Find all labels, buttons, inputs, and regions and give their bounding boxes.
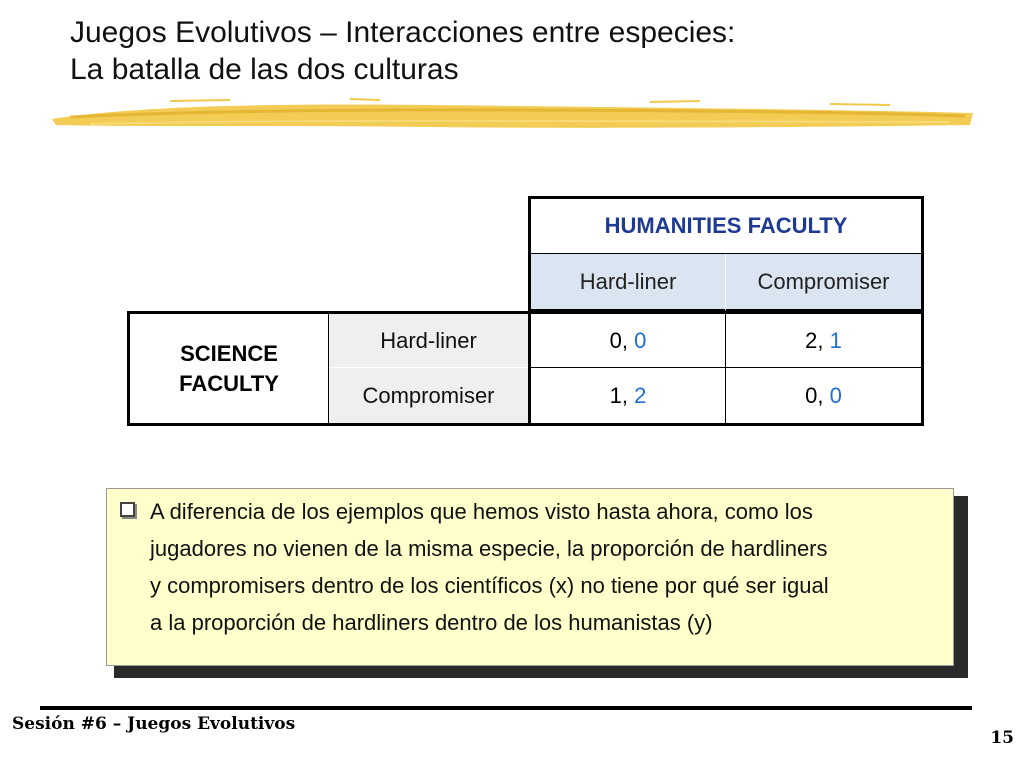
slide-title-line-1: Juegos Evolutivos – Interacciones entre especies: xyxy=(70,16,736,49)
payoff-cell-hl-co: 2 , 1 xyxy=(726,311,924,368)
column-strategy-compromiser: Compromiser xyxy=(726,254,924,312)
payoff-science: 0 xyxy=(805,382,818,408)
payoff-science: 0 xyxy=(609,327,622,353)
row-strategy-hard-liner: Hard-liner xyxy=(329,311,528,368)
note-line: A diferencia de los ejemplos que hemos visto hasta ahora, como los xyxy=(150,499,813,524)
payoff-science: 1 xyxy=(609,382,622,408)
column-strategy-hard-liner: Hard-liner xyxy=(528,254,726,312)
row-player-line-2: FACULTY xyxy=(179,370,279,396)
payoff-humanities: 2 xyxy=(634,382,647,408)
payoff-science: 2 xyxy=(805,327,818,353)
note-line: jugadores no vienen de la misma especie, la proporción de hardliners xyxy=(150,536,828,561)
payoff-humanities: 0 xyxy=(829,382,842,408)
footer-session-label: Sesión #6 – Juegos Evolutivos xyxy=(12,714,296,734)
checkbox-bullet-icon xyxy=(120,502,135,517)
payoff-humanities: 1 xyxy=(829,327,842,353)
slide-title-line-2: La batalla de las dos culturas xyxy=(70,53,459,86)
slide-title xyxy=(70,14,735,88)
note-line: y compromisers dentro de los científicos (x) no tiene por qué ser igual xyxy=(150,573,829,598)
note-text xyxy=(150,493,950,641)
payoff-humanities: 0 xyxy=(634,327,647,353)
column-player-header: HUMANITIES FACULTY xyxy=(528,196,924,254)
row-player-line-1: SCIENCE xyxy=(180,340,278,366)
payoff-cell-co-hl: 1 , 2 xyxy=(528,368,726,426)
note-line: a la proporción de hardliners dentro de los humanistas (y) xyxy=(150,610,713,635)
payoff-cell-hl-hl: 0 , 0 xyxy=(528,311,726,368)
footer-divider xyxy=(40,706,972,710)
row-strategy-compromiser: Compromiser xyxy=(329,368,528,426)
page-number: 15 xyxy=(990,728,1014,748)
payoff-cell-co-co: 0 , 0 xyxy=(726,368,924,426)
row-player-header xyxy=(127,311,329,426)
title-underline-brush xyxy=(50,97,975,135)
